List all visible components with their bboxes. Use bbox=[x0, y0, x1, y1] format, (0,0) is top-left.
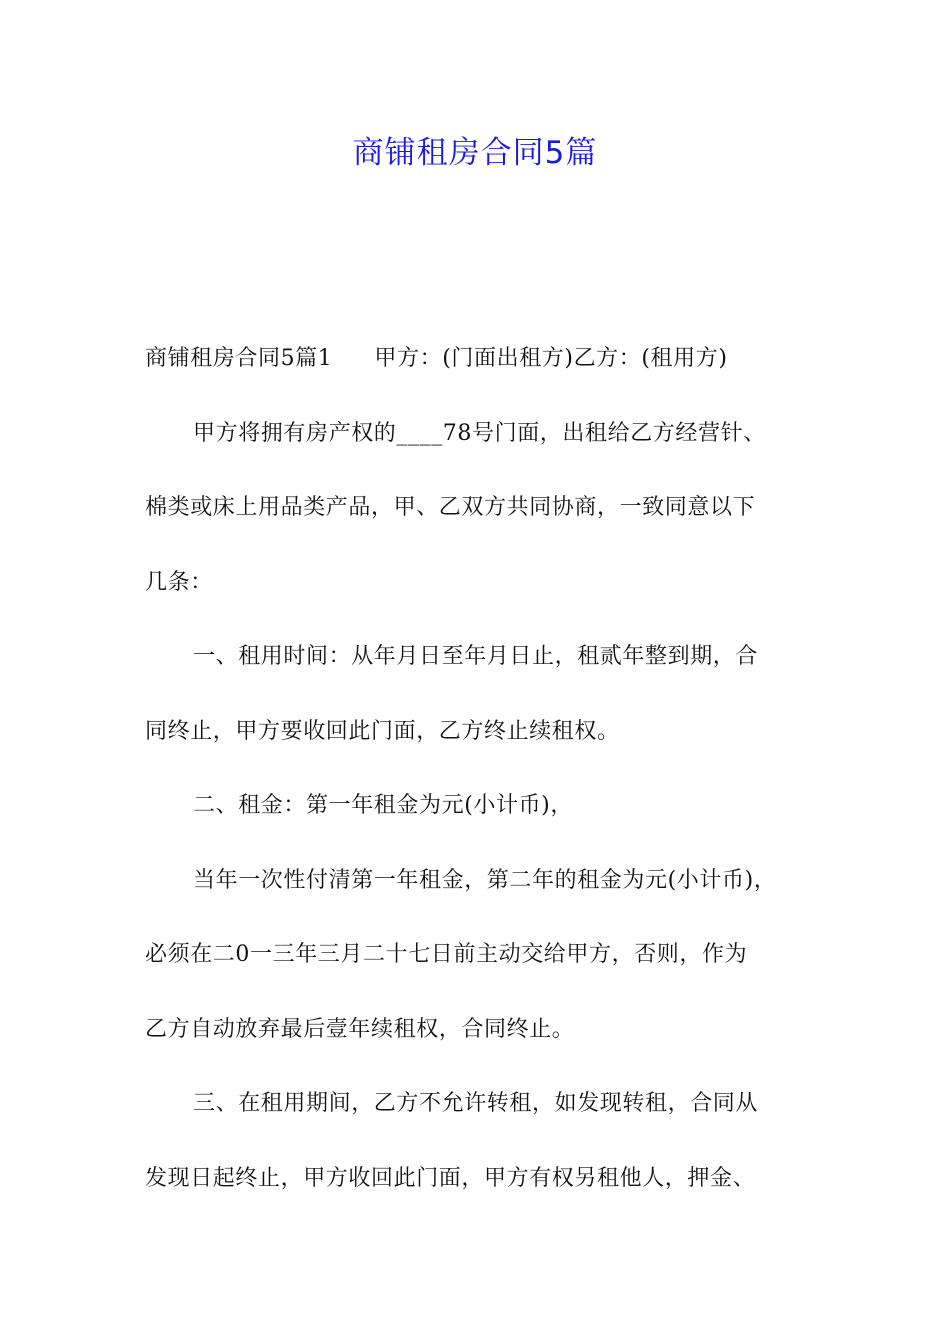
paragraph-line: 乙方自动放弃最后壹年续租权，合同终止。 bbox=[145, 1016, 575, 1042]
paragraph-line: 同终止，甲方要收回此门面，乙方终止续租权。 bbox=[145, 718, 620, 744]
paragraph-line: 二、租金：第一年租金为元(小计币)， bbox=[193, 793, 573, 818]
paragraph-line: 几条： bbox=[145, 569, 213, 595]
document-title: 商铺租房合同5篇 bbox=[352, 135, 598, 171]
paragraph-line: 当年一次性付清第一年租金，第二年的租金为元(小计币)， bbox=[193, 867, 777, 893]
document-body bbox=[145, 322, 825, 1216]
paragraph-line: 甲方将拥有房产权的____78号门面，出租给乙方经营针、 bbox=[193, 420, 766, 446]
parties-text: 甲方：(门面出租方)乙方：(租用方) bbox=[374, 346, 728, 371]
paragraph-line: 发现日起终止，甲方收回此门面，甲方有权另租他人，押金、 bbox=[145, 1165, 756, 1191]
paragraph-line: 必须在二0一三年三月二十七日前主动交给甲方，否则，作为 bbox=[145, 942, 748, 967]
paragraph-line: 三、在租用期间，乙方不允许转租，如发现转租，合同从 bbox=[193, 1091, 759, 1116]
paragraph-line: 一、租用时间：从年月日至年月日止，租贰年整到期，合 bbox=[193, 644, 759, 669]
paragraph-line: 棉类或床上用品类产品，甲、乙双方共同协商，一致同意以下 bbox=[145, 495, 756, 520]
section-label: 商铺租房合同5篇1 bbox=[145, 346, 333, 371]
heading-line bbox=[145, 322, 825, 397]
